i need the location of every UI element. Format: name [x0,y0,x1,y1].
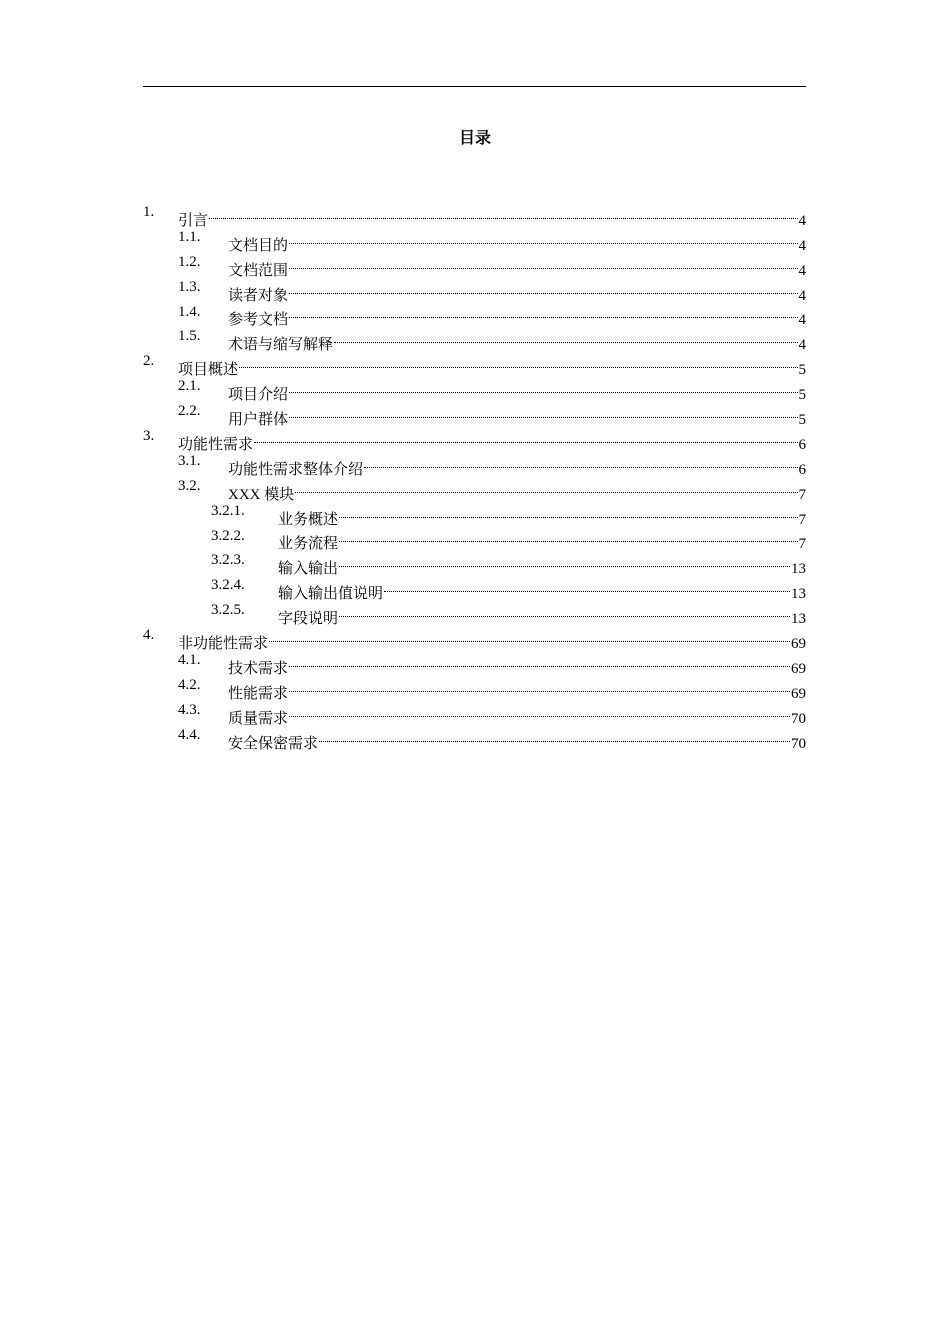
toc-entry-label: 输入输出 [278,561,339,578]
toc-entry-number: 4.1. [178,652,201,669]
toc-entry-number: 3.2.3. [211,552,245,569]
toc-entry-page-number: 7 [798,536,806,553]
toc-dot-leader [294,474,798,499]
toc-entry[interactable] [143,399,806,429]
toc-entry-label: 业务概述 [278,511,339,528]
toc-dot-leader [288,275,798,300]
toc-entry-label: 非功能性需求 [178,636,269,653]
toc-entry-label: 文档目的 [228,237,289,254]
toc-entry[interactable] [143,200,806,229]
toc-entry-label: 项目介绍 [228,387,289,404]
toc-dot-leader [338,548,791,573]
toc-entry-page-number: 5 [798,387,806,404]
toc-entry[interactable] [143,648,806,677]
toc-entry[interactable] [143,324,806,354]
toc-entry-number: 4.2. [178,676,201,693]
toc-entry[interactable] [143,698,806,727]
toc-entry-number: 3.2.4. [211,577,245,594]
toc-entry-page-number: 6 [798,436,806,453]
toc-entry-number: 1.2. [178,253,201,270]
toc-entry-number: 1.4. [178,303,201,320]
toc-entry-number: 1.3. [178,278,201,295]
toc-entry-page-number: 69 [791,685,806,702]
toc-entry-number: 3.2. [178,477,201,494]
toc-entry-page-number: 69 [791,636,806,653]
toc-entry[interactable] [143,598,806,628]
toc-entry-page-number: 13 [791,586,806,603]
toc-dot-leader [333,324,798,349]
toc-dot-leader [288,225,798,250]
toc-entry-number: 3.1. [178,452,201,469]
toc-entry[interactable] [143,300,806,329]
toc-entry-page-number: 4 [798,287,806,304]
toc-entry-page-number: 4 [798,212,806,229]
toc-dot-leader [288,399,798,424]
toc-entry-line [228,723,806,757]
toc-entry[interactable] [143,349,806,379]
toc-entry-label: 功能性需求 [178,436,254,453]
toc-entry-number: 3. [143,428,155,445]
toc-entry[interactable] [143,374,806,404]
toc-entry-number: 4. [143,627,155,644]
toc-entry-number: 1. [143,204,155,220]
toc-entry[interactable] [143,524,806,553]
toc-dot-leader [383,573,791,598]
toc-dot-leader [338,598,791,623]
toc-entry-number: 4.3. [178,701,201,718]
table-of-contents [143,200,806,752]
toc-entry-number: 3.2.5. [211,602,245,619]
header-rule [143,86,806,87]
toc-dot-leader [338,499,798,524]
toc-entry-label: 功能性需求整体介绍 [228,461,364,478]
toc-entry[interactable] [143,499,806,528]
toc-dot-leader [363,449,798,474]
toc-entry[interactable] [143,548,806,578]
toc-title: 目录 [458,128,491,147]
toc-entry-label: 引言 [178,212,209,229]
toc-entry-number: 1.1. [178,228,201,245]
toc-dot-leader [268,623,791,648]
toc-entry-number: 2.1. [178,378,201,395]
toc-entry-label: 输入输出值说明 [278,586,384,603]
toc-entry-label: 用户群体 [228,412,289,429]
toc-dot-leader [288,374,798,399]
toc-dot-leader [318,723,791,748]
toc-dot-leader [288,673,791,698]
toc-entry-page-number: 4 [798,312,806,329]
toc-dot-leader [288,698,791,723]
toc-entry-label: XXX 模块 [228,486,295,503]
toc-entry[interactable] [143,573,806,603]
toc-entry-label: 安全保密需求 [228,735,319,752]
toc-entry-label: 项目概述 [178,362,239,379]
toc-entry-label: 文档范围 [228,262,289,279]
toc-entry[interactable] [143,424,806,453]
toc-entry-page-number: 5 [798,362,806,379]
toc-dot-leader [208,200,798,225]
toc-entry-number: 3.2.1. [211,502,245,519]
toc-entry[interactable] [143,225,806,254]
toc-entry[interactable] [143,449,806,478]
toc-entry-page-number: 13 [791,611,806,628]
toc-entry-page-number: 6 [798,461,806,478]
toc-entry-page-number: 70 [791,735,806,752]
toc-entry-number: 2. [143,353,155,370]
toc-entry-number: 2.2. [178,403,201,420]
toc-entry-label: 术语与缩写解释 [228,337,334,354]
toc-entry-number: 4.4. [178,726,201,743]
toc-entry[interactable] [143,723,806,752]
toc-entry-label: 业务流程 [278,536,339,553]
toc-entry-number: 1.5. [178,328,201,345]
toc-entry-page-number: 4 [798,337,806,354]
toc-entry-page-number: 4 [798,237,806,254]
toc-entry-label: 字段说明 [278,611,339,628]
toc-dot-leader [288,648,791,673]
toc-entry-label: 性能需求 [228,685,289,702]
toc-entry[interactable] [143,250,806,279]
toc-entry-number: 3.2.2. [211,527,245,544]
toc-entry-label: 参考文档 [228,312,289,329]
toc-entry-label: 读者对象 [228,287,289,304]
toc-entry-page-number: 7 [798,511,806,528]
toc-entry[interactable] [143,673,806,702]
toc-entry-page-number: 4 [798,262,806,279]
toc-entry-page-number: 13 [791,561,806,578]
toc-entry-page-number: 7 [798,486,806,503]
toc-dot-leader [288,300,798,325]
toc-entry-label: 质量需求 [228,710,289,727]
toc-entry-label: 技术需求 [228,660,289,677]
toc-entry[interactable] [143,474,806,503]
toc-dot-leader [238,349,798,374]
toc-entry-page-number: 70 [791,710,806,727]
toc-dot-leader [338,524,798,549]
toc-dot-leader [288,250,798,275]
toc-entry[interactable] [143,275,806,304]
toc-entry-page-number: 69 [791,660,806,677]
toc-dot-leader [253,424,798,449]
toc-entry[interactable] [143,623,806,653]
toc-entry-page-number: 5 [798,412,806,429]
